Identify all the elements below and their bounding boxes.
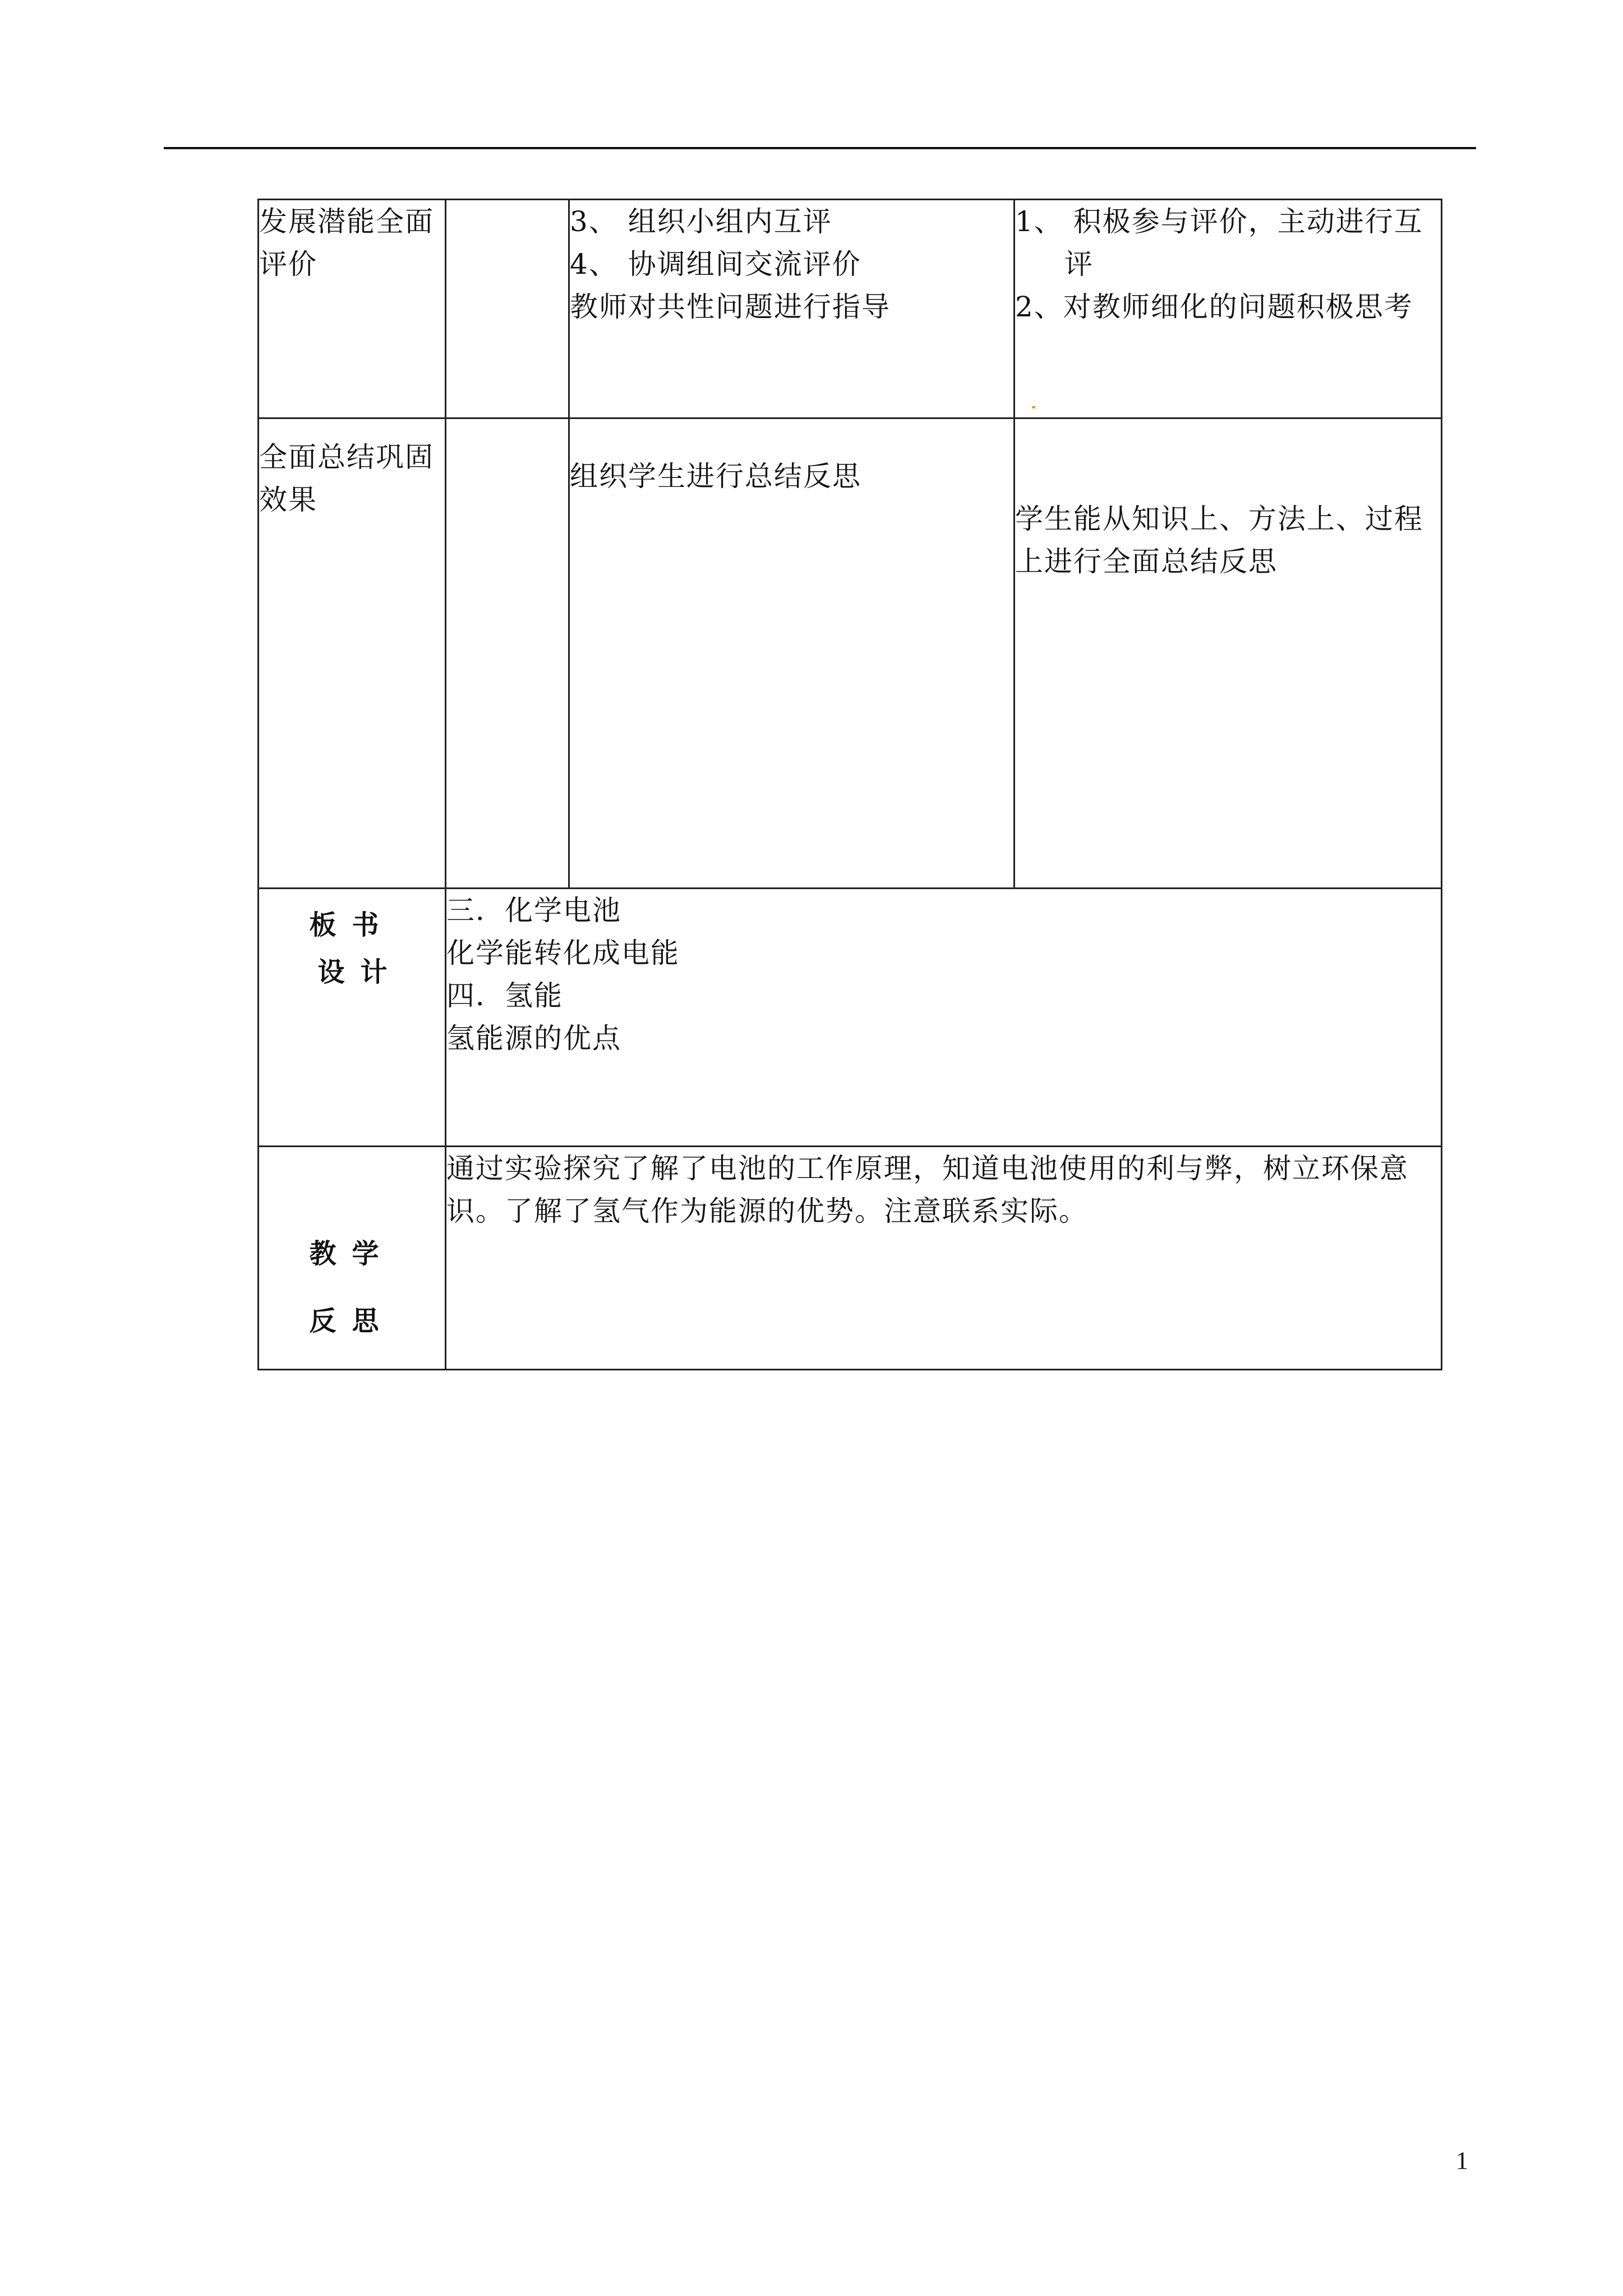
board-content-line: 氢能源的优点 bbox=[446, 1022, 621, 1055]
board-label-line: 设计 bbox=[317, 956, 403, 988]
teacher-activity-cell bbox=[569, 418, 1015, 889]
student-activity-line: 2、对教师细化的问题积极思考 bbox=[1015, 291, 1413, 323]
reflection-label-line: 教学 bbox=[309, 1238, 395, 1269]
stage-label: 发展潜能全面评价 bbox=[259, 205, 434, 280]
reflection-content-cell bbox=[446, 1147, 1442, 1370]
student-activity-cell bbox=[1015, 418, 1442, 889]
teacher-activity-cell bbox=[569, 200, 1015, 418]
board-content-line: 化学能转化成电能 bbox=[446, 937, 680, 969]
student-activity-line: 评 bbox=[1064, 248, 1094, 280]
teacher-activity-line: 4、 协调组间交流评价 bbox=[570, 248, 861, 280]
teacher-activity-line: 教师对共性问题进行指导 bbox=[570, 291, 891, 323]
board-content-cell bbox=[446, 889, 1442, 1147]
header-rule bbox=[164, 147, 1476, 149]
student-activity-cell bbox=[1015, 200, 1442, 418]
student-activity-line: 1、 积极参与评价，主动进行互 bbox=[1015, 205, 1423, 238]
board-label-line: 板书 bbox=[309, 909, 395, 941]
table-row-summary bbox=[259, 418, 1442, 889]
table-row-board bbox=[259, 889, 1442, 1147]
reflection-label-cell bbox=[259, 1147, 446, 1370]
board-content-line: 三．化学电池 bbox=[446, 894, 621, 927]
teacher-activity-line: 组织学生进行总结反思 bbox=[570, 460, 861, 493]
reflection-text: 通过实验探究了解了电池的工作原理，知道电池使用的利与弊，树立环保意识。了解了氢气作为能源的优势。注意联系实际。 bbox=[446, 1152, 1409, 1227]
time-cell bbox=[446, 418, 569, 889]
stage-cell bbox=[259, 418, 446, 889]
student-activity-line: 学生能从知识上、方法上、过程 bbox=[1015, 503, 1423, 535]
page-number: 1 bbox=[1456, 2147, 1468, 2174]
board-content-line: 四．氢能 bbox=[446, 979, 563, 1012]
time-cell bbox=[446, 200, 569, 418]
stage-label: 全面总结巩固效果 bbox=[259, 441, 434, 516]
student-activity-line: 上进行全面总结反思 bbox=[1015, 545, 1278, 578]
teacher-activity-line: 3、 组织小组内互评 bbox=[570, 205, 832, 238]
table-row-reflection bbox=[259, 1147, 1442, 1370]
lesson-plan-table bbox=[257, 199, 1442, 1370]
board-label-cell bbox=[259, 889, 446, 1147]
stage-cell bbox=[259, 200, 446, 418]
reflection-label-line: 反思 bbox=[309, 1305, 395, 1337]
table-row-develop bbox=[259, 200, 1442, 418]
